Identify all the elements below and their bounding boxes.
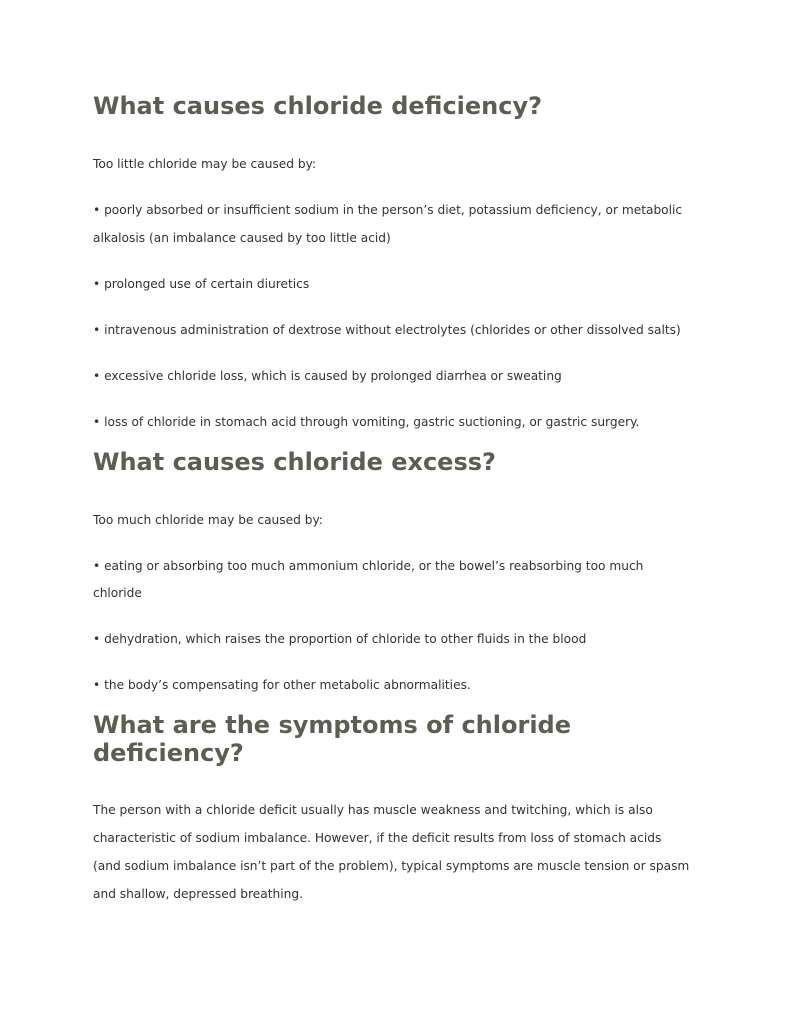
paragraph-line: characteristic of sodium imbalance. However, if the deficit results from loss of stomach acids: [93, 831, 662, 845]
bullet-line: chloride: [93, 586, 142, 600]
paragraph-line: The person with a chloride deficit usually has muscle weakness and twitching, which is also: [93, 803, 653, 817]
bullet-line: • the body’s compensating for other metabolic abnormalities.: [93, 678, 471, 692]
bullet-line: • intravenous administration of dextrose without electrolytes (chlorides or other dissolved salts): [93, 323, 681, 337]
bullet-line: • dehydration, which raises the proportion of chloride to other fluids in the blood: [93, 632, 587, 646]
heading-chloride-excess-causes: What causes chloride excess?: [93, 448, 496, 476]
bullet-line: alkalosis (an imbalance caused by too little acid): [93, 231, 391, 245]
paragraph-line: and shallow, depressed breathing.: [93, 887, 303, 901]
bullet-line: • prolonged use of certain diuretics: [93, 277, 310, 291]
bullet-line: • poorly absorbed or insufficient sodium in the person’s diet, potassium deficiency, or metabolic: [93, 203, 683, 217]
heading-chloride-deficiency-causes: What causes chloride deficiency?: [93, 92, 543, 120]
bullet-line: • loss of chloride in stomach acid through vomiting, gastric suctioning, or gastric surgery.: [93, 415, 640, 429]
bullet-line: • eating or absorbing too much ammonium chloride, or the bowel’s reabsorbing too much: [93, 559, 644, 573]
intro-too-much-chloride: Too much chloride may be caused by:: [93, 513, 323, 527]
paragraph-line: (and sodium imbalance isn’t part of the problem), typical symptoms are muscle tension or spasm: [93, 859, 690, 873]
heading-chloride-deficiency-symptoms-cont: deficiency?: [93, 739, 244, 767]
bullet-line: • excessive chloride loss, which is caused by prolonged diarrhea or sweating: [93, 369, 562, 383]
intro-too-little-chloride: Too little chloride may be caused by:: [93, 157, 317, 171]
heading-chloride-deficiency-symptoms: What are the symptoms of chloride: [93, 711, 571, 739]
